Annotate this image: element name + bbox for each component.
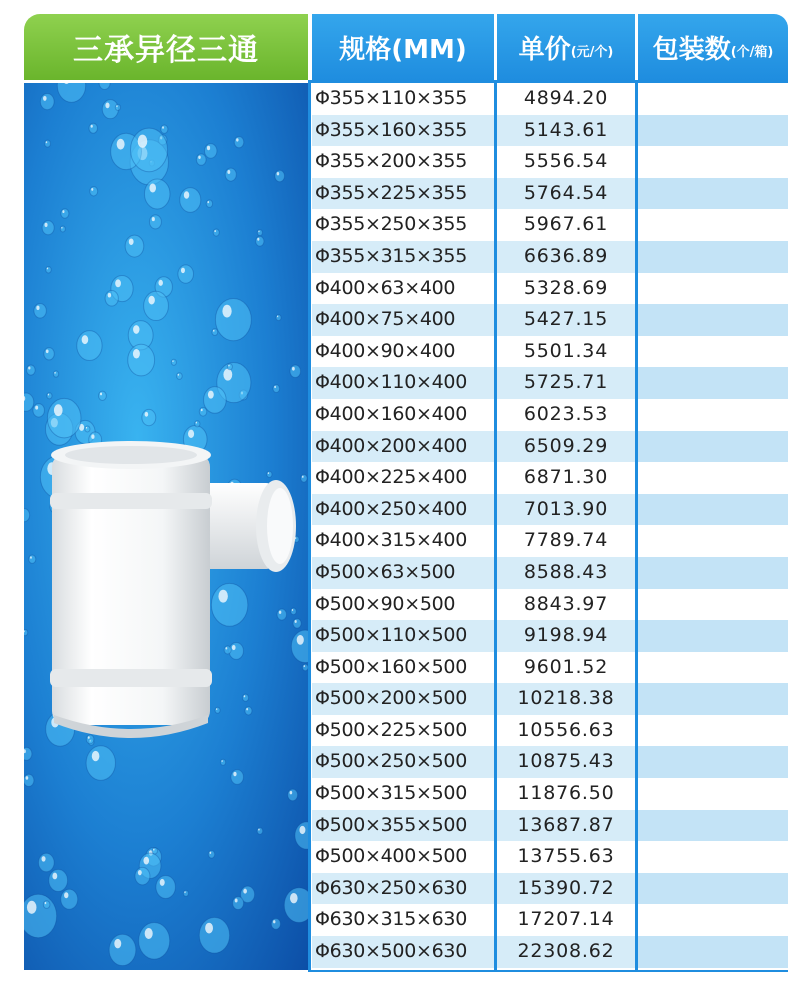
table-row (312, 904, 788, 936)
spec-cell: Φ400×110×400 (312, 367, 494, 399)
price-cell: 4894.20 (497, 83, 635, 115)
spec-cell: Φ400×90×400 (312, 336, 494, 368)
spec-cell: Φ500×355×500 (312, 810, 494, 842)
spec-cell: Φ400×250×400 (312, 494, 494, 526)
table-row (312, 525, 788, 557)
spec-cell: Φ630×250×630 (312, 873, 494, 905)
pack-cell (638, 115, 788, 147)
price-cell: 15390.72 (497, 873, 635, 905)
pack-cell (638, 778, 788, 810)
price-cell: 22308.62 (497, 936, 635, 968)
column-divider (308, 83, 311, 970)
price-cell: 6023.53 (497, 399, 635, 431)
price-cell: 10556.63 (497, 715, 635, 747)
table-row (312, 273, 788, 305)
pack-cell (638, 494, 788, 526)
spec-cell: Φ400×200×400 (312, 431, 494, 463)
pack-cell (638, 399, 788, 431)
pack-cell (638, 589, 788, 621)
price-cell: 5427.15 (497, 304, 635, 336)
spec-cell: Φ500×400×500 (312, 841, 494, 873)
spec-cell: Φ500×63×500 (312, 557, 494, 589)
table-row (312, 715, 788, 747)
price-cell: 6871.30 (497, 462, 635, 494)
table-row (312, 115, 788, 147)
table-row (312, 241, 788, 273)
pack-cell (638, 620, 788, 652)
pack-cell (638, 841, 788, 873)
price-cell: 10875.43 (497, 746, 635, 778)
pack-cell (638, 209, 788, 241)
price-cell: 7789.74 (497, 525, 635, 557)
pack-cell (638, 83, 788, 115)
product-photo (24, 83, 308, 970)
spec-cell: Φ500×250×500 (312, 746, 494, 778)
spec-cell: Φ400×63×400 (312, 273, 494, 305)
table-row (312, 83, 788, 115)
table-row (312, 557, 788, 589)
table-body (312, 83, 788, 968)
pack-cell (638, 936, 788, 968)
table-row (312, 494, 788, 526)
table-row (312, 431, 788, 463)
spec-cell: Φ355×200×355 (312, 146, 494, 178)
price-cell: 17207.14 (497, 904, 635, 936)
table-row (312, 304, 788, 336)
price-cell: 13755.63 (497, 841, 635, 873)
price-cell: 8588.43 (497, 557, 635, 589)
price-cell: 5328.69 (497, 273, 635, 305)
spec-cell: Φ500×90×500 (312, 589, 494, 621)
table-row (312, 146, 788, 178)
spec-cell: Φ500×160×500 (312, 652, 494, 684)
pack-cell (638, 810, 788, 842)
pack-cell (638, 241, 788, 273)
column-header-price: 单价 (元/个) (497, 14, 635, 80)
price-cell: 8843.97 (497, 589, 635, 621)
table-bottom-border (308, 970, 788, 972)
table-row (312, 652, 788, 684)
price-cell: 6509.29 (497, 431, 635, 463)
pack-cell (638, 367, 788, 399)
price-cell: 11876.50 (497, 778, 635, 810)
price-cell: 5725.71 (497, 367, 635, 399)
price-cell: 10218.38 (497, 683, 635, 715)
pack-cell (638, 683, 788, 715)
table-row (312, 336, 788, 368)
table-row (312, 589, 788, 621)
spec-cell: Φ500×200×500 (312, 683, 494, 715)
table-row (312, 178, 788, 210)
table-row (312, 399, 788, 431)
spec-cell: Φ355×160×355 (312, 115, 494, 147)
table-row (312, 367, 788, 399)
spec-cell: Φ400×75×400 (312, 304, 494, 336)
spec-cell: Φ500×110×500 (312, 620, 494, 652)
table-row (312, 778, 788, 810)
price-table (24, 14, 788, 970)
pack-cell (638, 336, 788, 368)
price-cell: 9601.52 (497, 652, 635, 684)
price-cell: 5143.61 (497, 115, 635, 147)
table-row (312, 209, 788, 241)
product-title: 三承异径三通 (24, 14, 308, 80)
pack-cell (638, 462, 788, 494)
pack-cell (638, 904, 788, 936)
table-row (312, 841, 788, 873)
price-cell: 5556.54 (497, 146, 635, 178)
price-cell: 5501.34 (497, 336, 635, 368)
table-row (312, 936, 788, 968)
pack-cell (638, 525, 788, 557)
price-cell: 5764.54 (497, 178, 635, 210)
price-cell: 13687.87 (497, 810, 635, 842)
column-header-pack: 包装数 (个/箱) (638, 14, 788, 80)
table-row (312, 462, 788, 494)
price-cell: 6636.89 (497, 241, 635, 273)
pack-cell (638, 746, 788, 778)
spec-cell: Φ500×225×500 (312, 715, 494, 747)
table-row (312, 746, 788, 778)
pack-cell (638, 715, 788, 747)
spec-cell: Φ355×315×355 (312, 241, 494, 273)
spec-cell: Φ400×160×400 (312, 399, 494, 431)
pack-cell (638, 652, 788, 684)
table-row (312, 620, 788, 652)
pack-cell (638, 178, 788, 210)
spec-cell: Φ400×315×400 (312, 525, 494, 557)
pack-cell (638, 431, 788, 463)
spec-cell: Φ355×225×355 (312, 178, 494, 210)
price-cell: 7013.90 (497, 494, 635, 526)
table-row (312, 873, 788, 905)
spec-cell: Φ355×250×355 (312, 209, 494, 241)
column-header-spec: 规格(MM) (312, 14, 494, 80)
pack-cell (638, 146, 788, 178)
spec-cell: Φ630×315×630 (312, 904, 494, 936)
table-row (312, 810, 788, 842)
pvc-tee-fitting-image (24, 83, 308, 970)
spec-cell: Φ355×110×355 (312, 83, 494, 115)
price-cell: 9198.94 (497, 620, 635, 652)
price-cell: 5967.61 (497, 209, 635, 241)
spec-cell: Φ500×315×500 (312, 778, 494, 810)
spec-cell: Φ630×500×630 (312, 936, 494, 968)
pack-cell (638, 873, 788, 905)
pack-cell (638, 557, 788, 589)
pack-cell (638, 304, 788, 336)
spec-cell: Φ400×225×400 (312, 462, 494, 494)
pack-cell (638, 273, 788, 305)
table-row (312, 683, 788, 715)
